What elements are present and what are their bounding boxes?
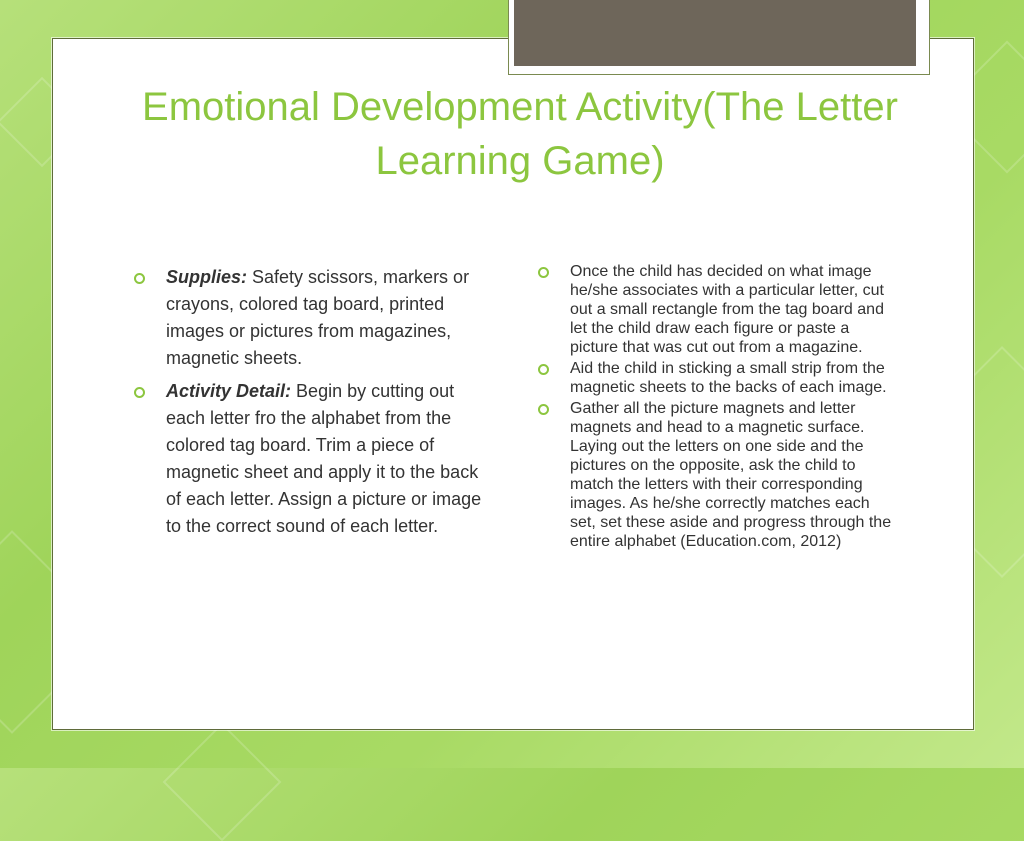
title-tab	[514, 0, 916, 66]
bullet-item	[132, 264, 494, 372]
bullet-text: Begin by cutting out each letter fro the alphabet from the colored tag board. Trim a piece of magnetic sheet and apply it to the back of each letter. Assign a picture or image to the correct sound of each letter.	[166, 381, 482, 536]
bullet-label: Supplies:	[166, 267, 248, 287]
ring-bullet-icon	[538, 364, 549, 375]
bullet-text: Aid the child in sticking a small strip from the magnetic sheets to the backs of each image.	[570, 360, 887, 396]
bullet-item	[536, 262, 892, 357]
left-column	[132, 264, 494, 546]
bullet-text: Gather all the picture magnets and letter magnets and head to a magnetic surface. Laying out the letters on one side and the pictures on the opposite, ask the child to match the letters with their corresponding images. As he/she correctly matches each set, set these aside and progress through the entire alphabet (Education.com, 2012)	[570, 400, 892, 550]
right-column	[536, 262, 892, 553]
ring-bullet-icon	[538, 267, 549, 278]
slide-title: Emotional Development Activity(The Letter Learning Game)	[142, 85, 898, 183]
bullet-text: Once the child has decided on what image he/she associates with a particular letter, cut out a small rectangle from the tag board and let the child draw each figure or paste a picture that was cut out from a magazine.	[570, 263, 884, 356]
bullet-label: Activity Detail:	[166, 381, 292, 401]
bullet-item	[536, 399, 892, 551]
background-decoration	[163, 723, 282, 841]
ring-bullet-icon	[134, 387, 145, 398]
ring-bullet-icon	[134, 273, 145, 284]
bullet-item	[132, 378, 494, 540]
ring-bullet-icon	[538, 404, 549, 415]
bullet-text: Safety scissors, markers or crayons, colored tag board, printed images or pictures from magazines, magnetic sheets.	[166, 267, 470, 368]
bullet-item	[536, 359, 892, 397]
